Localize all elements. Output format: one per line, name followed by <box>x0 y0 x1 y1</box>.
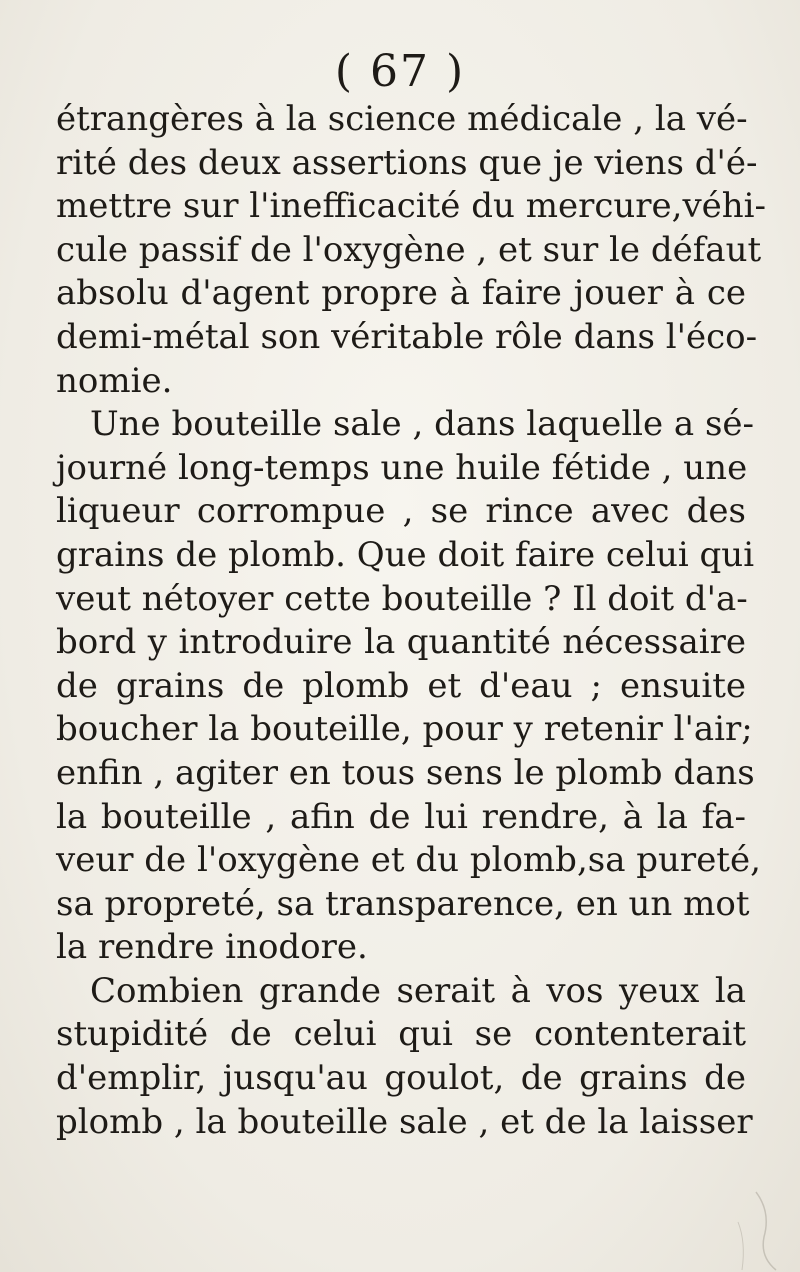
paper-smudge <box>716 1182 786 1272</box>
text-line: Une bouteille sale , dans laquelle a sé- <box>90 404 755 445</box>
text-line: demi-métal son véritable rôle dans l'éco- <box>56 316 758 357</box>
text-line: absolu d'agent propre à faire jouer à ce <box>56 273 746 314</box>
text-line: de grains de plomb et d'eau ; ensuite <box>56 665 746 706</box>
text-line: Combien grande serait à vos yeux la <box>90 970 746 1011</box>
text-line: veut nétoyer cette bouteille ? Il doit d'a- <box>56 578 748 619</box>
text-line: cule passif de l'oxygène , et sur le défaut <box>56 229 762 270</box>
text-line: stupidité de celui qui se contenterait <box>56 1014 746 1055</box>
text-line: étrangères à la science médicale , la vé- <box>56 99 748 139</box>
paragraph-1 <box>56 98 767 403</box>
text-line: grains de plomb. Que doit faire celui qui <box>56 534 755 575</box>
text-line: la rendre inodore. <box>56 927 368 968</box>
text-line: journé long-temps une huile fétide , une <box>56 447 748 488</box>
text-line: enfin , agiter en tous sens le plomb dans <box>56 752 755 793</box>
text-line: boucher la bouteille, pour y retenir l'air; <box>56 709 753 750</box>
text-line: la bouteille , afin de lui rendre, à la fa- <box>56 796 746 837</box>
text-line: rité des deux assertions que je viens d'é- <box>56 142 758 183</box>
text-line: d'emplir, jusqu'au goulot, de grains de <box>56 1058 746 1099</box>
text-line: veur de l'oxygène et du plomb,sa pureté, <box>56 840 761 881</box>
text-line: nomie. <box>56 360 173 401</box>
paragraph-2 <box>56 403 761 970</box>
text-line: sa propreté, sa transparence, en un mot <box>56 883 750 924</box>
text-line: bord y introduire la quantité nécessaire <box>56 622 746 663</box>
body-text <box>56 98 767 1144</box>
paragraph-3 <box>56 970 753 1144</box>
text-line: plomb , la bouteille sale , et de la laisser <box>56 1101 753 1142</box>
text-line: liqueur corrompue , se rince avec des <box>56 491 746 532</box>
text-line: mettre sur l'inefficacité du mercure,véhi- <box>56 186 767 227</box>
page-number: ( 67 ) <box>334 46 466 97</box>
